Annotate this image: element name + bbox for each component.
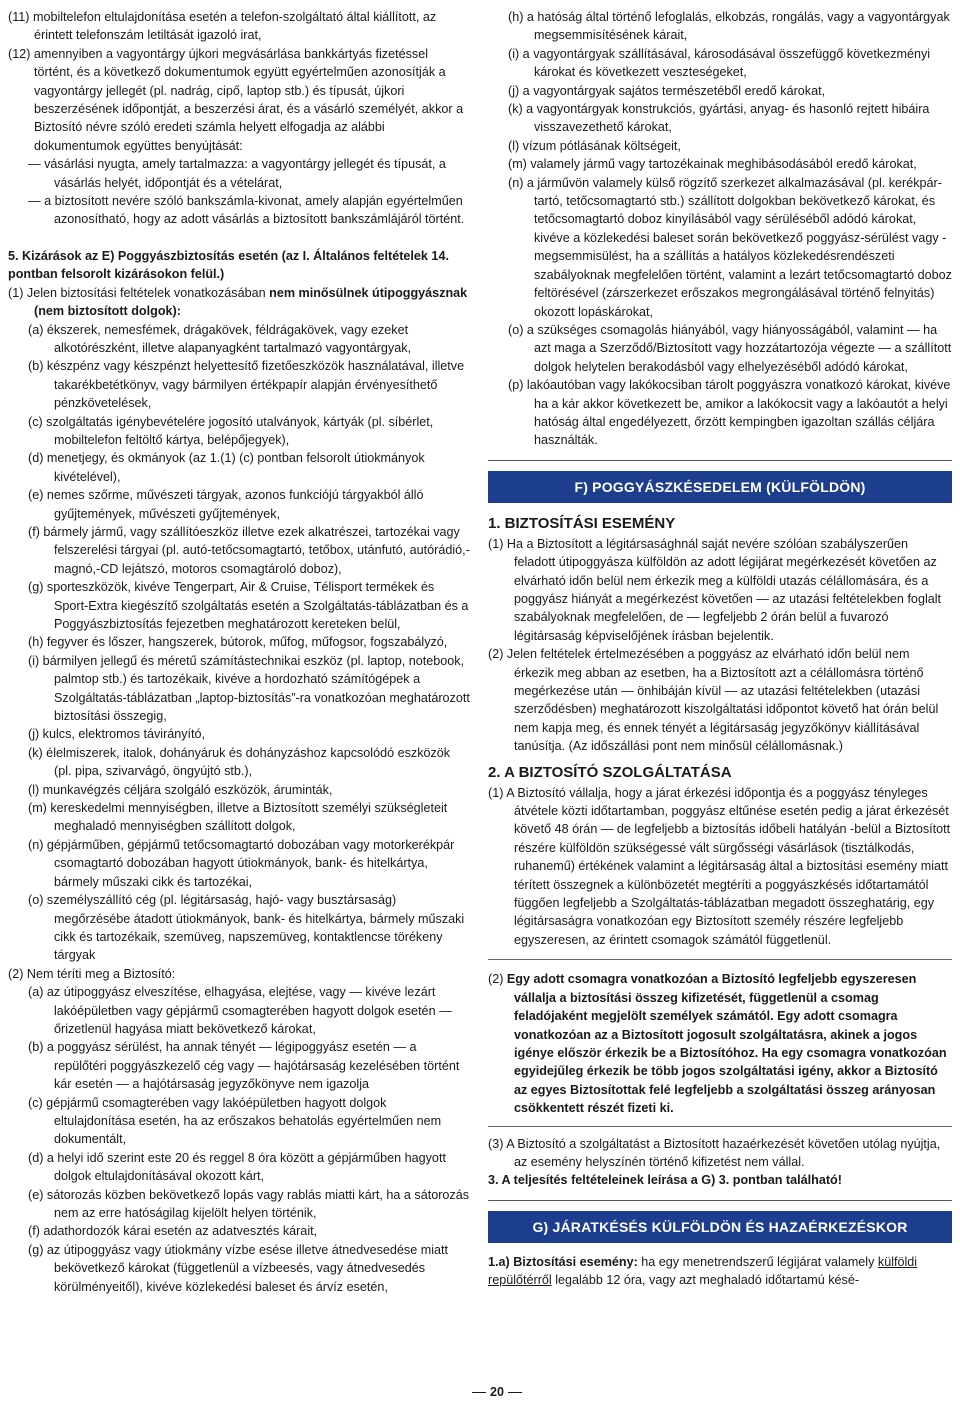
left-column [8, 8, 470, 1296]
section-g-banner: G) JÁRATKÉSÉS KÜLFÖLDÖN ÉS HAZAÉRKEZÉSKOR [488, 1211, 952, 1243]
exclusion-item: (j) kulcs, elektromos távirányító, [28, 727, 206, 742]
exclusion-list-2-continued [488, 8, 952, 450]
exclusion-item: (c) szolgáltatás igénybevételére jogosító utalványok, kártyák (pl. síbérlet, mobiltelefon feltöltő kártya, belépőjegyek), [28, 414, 434, 447]
exclusion-item: (b) készpénz vagy készpénzt helyettesítő fizetőeszközök használatával, illetve takarékbetétkönyv, vagy bármilyen értékpapír alapján érvényesíthető pénzkövetelések, [28, 359, 465, 411]
exclusion-list-1 [8, 321, 470, 965]
exclusion-item: (o) a szükséges csomagolás hiányából, vagy hiányosságából, valamint — ha azt maga a Szerződő/Biztosított vagy hozzátartozója végezte — a szállított dolgok helytelen berakodásból vagy elhelyezéséből adódó károkat, [508, 322, 952, 374]
exclusion-item: (g) sporteszközök, kivéve Tengerpart, Air & Cruise, Télisport termékek és Sport-Extra kiegészítő szolgáltatás esetén a Szolgáltatás-táblázatban és a Poggyászbiztosítás fejezetben meghatározott kereteken belül, [28, 580, 469, 631]
exclusions-intro [8, 284, 470, 321]
section-g1-text: ha egy menetrendszerű légijárat valamely [637, 1254, 878, 1269]
paragraph-11: (11) mobiltelefon eltulajdonítása esetén a telefon-szolgáltató által kiállított, az érintett telefonszám letiltását igazoló irat, [8, 10, 437, 43]
exclusion-item: (n) gépjárműben, gépjármű tetőcsomagtartó dobozában vagy motorkerékpár csomagtartó dobozában hagyott útiokmányok, bank- és hitelkártya, bármely műszaki cikk és tartozékai, [28, 837, 455, 889]
exclusion-item: (b) a poggyász sérülést, ha annak tényét — légipoggyász esetén — a repülőtéri poggyászkezelő cég vagy — hajótársaság kezelésében történt kár esetén — a hajótársaság jegyzőkönyve nem igazolja [28, 1040, 460, 1092]
section-g1-label: 1.a) Biztosítási esemény: [488, 1254, 638, 1269]
section-f1-item: (1) Ha a Biztosított a légitársasághnál saját nevére szólóan szabályszerűen feladott útipoggyásza külföldön az adott légijárat megérkezését követően az elvárható időn belül nem érkezik meg a külföldi utazás célállomására, és a poggyász hiányát a megérkezést követően — az utazási feltételekben foglalt szabályoknak megfelelően, de — legfeljebb 2 órán belül a fuvarozó légitársaság képviselőjének írásban bejelentik. [488, 536, 942, 643]
exclusion-item: (a) az útipoggyász elveszítése, elhagyása, elejtése, vagy — kivéve lezárt lakóépületben vagy gépjármű csomagterében hagyott dolgok esetén — őrizetlenül hagyása miatt bekövetkező károkat, [28, 985, 452, 1036]
exclusion-item: (a) ékszerek, nemesfémek, drágakövek, féldrágakövek, vagy ezeket alkotórészként, illetve alapanyagként tartalmazó vagyontárgyak, [28, 322, 412, 355]
exclusion-list-2 [8, 983, 470, 1296]
exclusion-item: (o) személyszállító cég (pl. légitársaság, hajó- vagy busztársaság) megőrzésébe átadott útiokmányok, bank- és hitelkártya, bármely műszaki cikk és tartozékaik, szemüveg, napszemüveg, kontaktlencse törékeny tárgyak [28, 893, 465, 963]
section-f2-paragraph-2-bold: Egy adott csomagra vonatkozóan a Biztosító legfeljebb egyszeresen vállalja a biztosítási összeg kifizetését, függetlenül a csomag feladójaként megjelölt személyek számától. Egy adott csomagra vonatkozóan az a Biztosított jogosult szolgáltatásra, akinek a jogos igénye először érkezik be a Biztosítóhoz. Ha egy csomagra vonatkozóan egyidejűleg érkezik be több jogos szolgáltatási igény, akkor a Biztosító az egyes Biztosítottak felé legfeljebb a szolgáltatási összeg arányosan csökkentett részét fizeti ki. [506, 972, 947, 1116]
exclusions-intro-text: (1) Jelen biztosítási feltételek vonatkozásában [8, 285, 270, 300]
exclusions-intro-bold: nem minősülnek útipoggyásznak (nem biztosított dolgok): [34, 285, 468, 319]
section-f2-paragraph-2 [488, 970, 952, 1117]
exclusion-item: (l) munkavégzés céljára szolgáló eszközök, áruminták, [28, 782, 333, 797]
section-f3-note: 3. A teljesítés feltételeinek leírása a G) 3. pontban található! [488, 1173, 842, 1188]
section-f2-heading: 2. A BIZTOSÍTÓ SZOLGÁLTATÁSA [488, 763, 732, 781]
exclusion-item: (n) a járművön valamely külső rögzítő szerkezet alkalmazásával (pl. kerékpár-tartó, tetőcsomagtartó stb.) szállított dolgokban bekövetkező károkat, és tetőcsomagtartó doboz kinyílásából vagy sérüléséből adódó károkat, kivéve a közlekedési baleset során bekövetkező poggyász-sérülést vagy -megsemmisülést, ha a szállítás a hatályos közlekedésrendészeti szabályoknak megfelelően történt, valamint a lezárt tetőcsomagtartó doboz feltörésével (zárszerkezet erőszakos megrongálásával történő felnyitás) okozott lopáskárokat, [508, 175, 952, 319]
section-f1-heading: 1. BIZTOSÍTÁSI ESEMÉNY [488, 514, 676, 532]
exclusion-item: (m) kereskedelmi mennyiségben, illetve a Biztosított személyi szükségleteit meghaladó mennyiségben szállított dolgok, [28, 801, 448, 834]
exclusion-item: (d) a helyi idő szerint este 20 és reggel 8 óra között a gépjárműben hagyott dolgok eltulajdonításával okozott kárt, [28, 1150, 446, 1184]
exclusion-item: (j) a vagyontárgyak sajátos természetéből eredő károkat, [508, 83, 826, 98]
section-f2-paragraph-3: (3) A Biztosító a szolgáltatást a Biztosított hazaérkezését követően utólag nyújtja, az esemény helyszínén történő kifizetést nem vállal. [488, 1136, 941, 1169]
exclusions-2-intro: (2) Nem téríti meg a Biztosító: [8, 966, 176, 981]
exclusion-item: (i) bármilyen jellegű és méretű számítástechnikai eszköz (pl. laptop, notebook, palmtop stb.) és tartozékaik, kivéve a hordozható számítógépek a Szolgáltatás-táblázatban „laptop-biztosítás”-ra vonatkozóan meghatározott biztosítási összegig, [28, 653, 470, 724]
section-g1-underlined: külföldi repülőtérről [488, 1254, 918, 1288]
exclusion-item: (l) vízum pótlásának költségeit, [508, 138, 681, 153]
exclusion-item: (h) fegyver és lőszer, hangszerek, bútorok, műfog, műfogsor, fogszabályzó, [28, 635, 448, 650]
exclusion-item: (e) nemes szőrme, művészeti tárgyak, azonos funkciójú tárgyakból álló gyűjtemények, művészeti gyűjtemények, [28, 488, 424, 521]
section-f2-paragraph-2-box [488, 959, 952, 1126]
exclusion-item: (c) gépjármű csomagterében vagy lakóépületben hagyott dolgok eltulajdonítása esetén, ha az erőszakos behatolás egyértelműen nem dokumentált, [28, 1095, 442, 1147]
exclusion-item: (f) adathordozók kárai esetén az adatvesztés kárait, [28, 1224, 318, 1239]
exclusion-item: (e) sátorozás közben bekövetkező lopás vagy rablás miatti kárt, ha a sátorozás nem az erre hatóságilag kijelölt helyen történik, [28, 1187, 470, 1220]
exclusion-item: (h) a hatóság által történő lefoglalás, elkobzás, rongálás, vagy a vagyontárgyak megsemmisítésének kárait, [508, 10, 950, 43]
section-g1-text-end: legalább 12 óra, vagy azt meghaladó időtartamú késé- [551, 1273, 860, 1288]
paragraph-12: (12) amennyiben a vagyontárgy újkori megvásárlása bankkártyás fizetéssel történt, és a következő dokumentumok együtt egyértelműen azonosítják a vagyontárgy jellegét (pl. nadrág, cipő, laptop stb.) és típusát, újkori beszerzésének időpontját, a beszerzési árat, és a vásárló személyét, akkor a Biztosító névre szóló eredeti számla helyett elfogadja az alábbi dokumentumok együttes benyújtását: [8, 46, 464, 153]
exclusion-item: (d) menetjegy, és okmányok (az 1.(1) (c) pontban felsorolt útiokmányok kivételével), [28, 451, 425, 484]
dash-item-receipt: — vásárlási nyugta, amely tartalmazza: a vagyontárgy jellegét és típusát, a vásárlás helyét, időpontját és a vételárat, [28, 157, 446, 190]
paragraph-number: (2) [488, 972, 504, 987]
section-5-title: 5. Kizárások az E) Poggyászbiztosítás esetén (az I. Általános feltételek 14. pontban felsorolt kizárásokon felül.) [8, 248, 449, 282]
section-g1-paragraph [488, 1253, 952, 1290]
exclusion-item: (p) lakóautóban vagy lakókocsiban tárolt poggyászra vonatkozó károkat, kivéve ha a kár akkor következett be, amikor a lakókocsit vagy a lakóautót a helyi hatóság által engedélyezett, őrzött kempingben igazoltan szállás céljára használták. [508, 378, 951, 448]
section-f1-item: (2) Jelen feltételek értelmezésében a poggyász az elvárható időn belül nem érkezik meg abban az esetben, ha a Biztosított azt a célállomásra történő megérkezése után — önhibáján kívül — az utazási feltételekben (utazási szerződésben) meghatározott kiszolgáltatási időpontot követő hat órán belül nem kapja meg, és ennek tényét a légitársaság jegyzőkönyv kiállításával tanúsítja. (Az időszállási pont nem minősül célállomásnak.) [488, 647, 939, 754]
section-f2-paragraph-1: (1) A Biztosító vállalja, hogy a járat érkezési időpontja és a poggyász tényleges átvétele közti időtartamban, poggyász eltűnése esetén pedig a járat érkezését követő 48 órán — de legfeljebb a biztosítás időbeli hatályán -belül a Biztosított részére külföldön szükségessé vált sürgősségi vásárlások (tisztálkodás, ruhanemű) értékének valamint a légitársaság által a biztosítási esemény miatt térített összegnek a különbözetét megtéríti a poggyászkésés időtartamától függően legfeljebb a Szolgáltatás-táblázatban megadott összeghatárig, egy légitársaságra vonatkozóan egy Biztosított személy részére legfeljebb egyszeresen, az érintett csomagok számától függetlenül. [488, 785, 951, 947]
section-f1-list [488, 535, 952, 756]
dash-item-bank-statement: — a biztosított nevére szóló bankszámla-kivonat, amely alapján egyértelműen azonosítható, hogy az adott vásárlás a biztosított bankszámlájáról történt. [28, 194, 465, 227]
exclusion-item: (k) a vagyontárgyak konstrukciós, gyártási, anyag- és hasonló rejtett hibáira visszavezethető károkat, [508, 102, 930, 135]
page-number-text: 20 [490, 1385, 504, 1399]
section-f-banner: F) POGGYÁSZKÉSEDELEM (KÜLFÖLDÖN) [488, 471, 952, 503]
exclusion-item: (m) valamely jármű vagy tartozékainak meghibásodásából eredő károkat, [508, 157, 917, 172]
exclusion-item: (i) a vagyontárgyak szállításával, károsodásával összefüggő következményi károkat és következett veszteségeket, [508, 46, 931, 80]
page-number [468, 1385, 526, 1399]
exclusion-item: (g) az útipoggyász vagy útiokmány vízbe esése illetve átnedvesedése miatt bekövetkező károkat (függetlenül a vízbeesés, vagy átnedvesedés körülményeitől), kivéve közlekedési baleset és árvíz esetén, [28, 1242, 449, 1294]
exclusion-item: (f) bármely jármű, vagy szállítóeszköz illetve ezek alkatrészei, tartozékai vagy felszerelési tárgyai (pl. autó-tetőcsomagtartó, tetőbox, utánfutó, autórádió,-magnó,-CD lejátszó, motoros csomagtároló doboz), [28, 524, 470, 576]
exclusion-item: (k) élelmiszerek, italok, dohányáruk és dohányzáshoz kapcsolódó eszközök (pl. pipa, szivarvágó, öngyújtó stb.), [28, 745, 451, 779]
right-column [488, 8, 952, 1290]
